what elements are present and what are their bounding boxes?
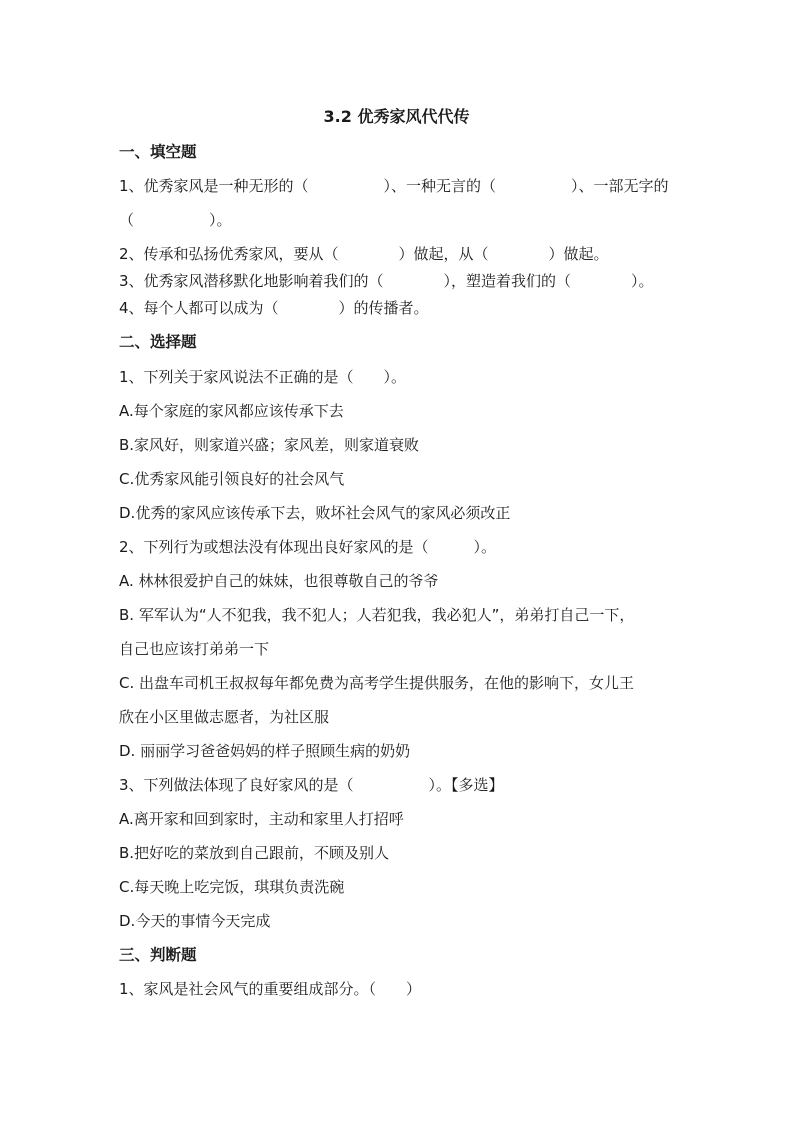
- choice-option-cont: 欣在小区里做志愿者，为社区服: [119, 708, 330, 726]
- judge-question-1: 1、家风是社会风气的重要组成部分。（ ）: [119, 980, 422, 998]
- choice-option: C.优秀家风能引领良好的社会风气: [119, 470, 345, 488]
- section-heading-fill: 一、填空题: [119, 143, 197, 161]
- choice-option: C. 出盘车司机王叔叔每年都免费为高考学生提供服务，在他的影响下，女儿王: [119, 674, 635, 692]
- fill-question-1: 1、优秀家风是一种无形的（ ）、一种无言的（ ）、一部无字的: [119, 177, 669, 195]
- choice-option: D.优秀的家风应该传承下去，败坏社会风气的家风必须改正: [119, 504, 511, 522]
- choice-question-1: 1、下列关于家风说法不正确的是（ ）。: [119, 368, 407, 386]
- choice-option: D. 丽丽学习爸爸妈妈的样子照顾生病的奶奶: [119, 742, 411, 760]
- choice-option: B. 军军认为“人不犯我，我不犯人；人若犯我，我必犯人”，弟弟打自己一下，: [119, 606, 635, 624]
- choice-option: B.家风好，则家道兴盛；家风差，则家道衰败: [119, 436, 420, 454]
- choice-option: D.今天的事情今天完成: [119, 912, 271, 930]
- choice-option-cont: 自己也应该打弟弟一下: [119, 640, 270, 658]
- choice-option: A.离开家和回到家时，主动和家里人打招呼: [119, 810, 404, 828]
- choice-option: A.每个家庭的家风都应该传承下去: [119, 402, 344, 420]
- choice-option: B.把好吃的菜放到自己跟前，不顾及别人: [119, 844, 390, 862]
- fill-question-4: 4、每个人都可以成为（ ）的传播者。: [119, 299, 429, 317]
- choice-option: A. 林林很爱护自己的妹妹，也很尊敬自己的爷爷: [119, 572, 439, 590]
- fill-question-1-cont: （ ）。: [119, 211, 232, 229]
- fill-question-2: 2、传承和弘扬优秀家风，要从（ ）做起，从（ ）做起。: [119, 245, 609, 263]
- section-heading-judge: 三、判断题: [119, 946, 197, 964]
- choice-option: C.每天晚上吃完饭，琪琪负责洗碗: [119, 878, 345, 896]
- fill-question-3: 3、优秀家风潜移默化地影响着我们的（ ），塑造着我们的（ ）。: [119, 272, 654, 290]
- section-heading-choice: 二、选择题: [119, 333, 197, 351]
- page-title: 3.2 优秀家风代代传: [323, 107, 470, 126]
- choice-question-2: 2、下列行为或想法没有体现出良好家风的是（ ）。: [119, 538, 497, 556]
- choice-question-3: 3、下列做法体现了良好家风的是（ ）。【多选】: [119, 776, 504, 794]
